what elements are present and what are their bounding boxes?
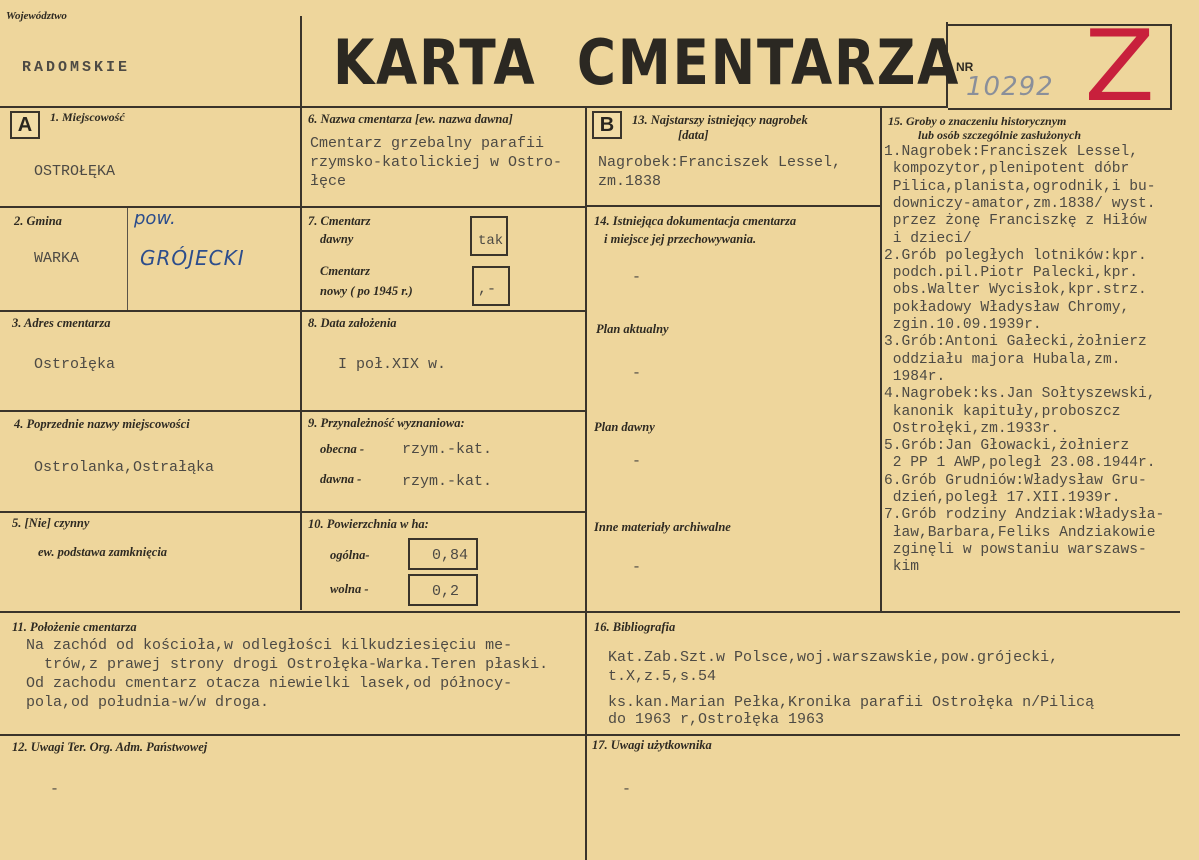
wojewodztwo-label: Województwo [6,10,67,22]
f5-label: 5. [Nie] czynny [12,516,90,530]
f7-label-cmentarz: Cmentarz [320,264,371,278]
f11-line: pola,od południa-w/w droga. [26,694,270,711]
f9-dawna-value: rzym.-kat. [402,473,493,490]
f6-line: rzymsko-katolickiej w Ostro- [310,154,563,171]
f15-line: 6.Grób Grudniów:Władysław Gru- [884,472,1147,489]
divider [586,205,880,207]
f7-label-nowy: nowy ( po 1945 r.) [320,284,413,298]
divider [0,106,948,108]
f4-value: Ostrolanka,Ostrałąka [34,459,215,476]
f9-obecna-label: obecna - [320,442,365,456]
f11-line: Na zachód od kościoła,w odległości kilkudziesięciu me- [26,637,513,654]
f2-label: 2. Gmina [14,214,62,228]
f14-plan-aktualny-value: - [632,365,642,382]
f10-wolna-value: 0,2 [432,583,460,600]
f15-line: kim [884,559,920,576]
wojewodztwo-value: RADOMSKIE [22,59,131,76]
f13-line: Nagrobek:Franciszek Lessel, [598,154,842,171]
section-a-box: A [10,111,40,139]
f13-label-data: [data] [678,128,709,142]
f14-plan-dawny: Plan dawny [594,420,655,434]
f15-line: Ostrołęki,zm.1933r. [884,420,1060,437]
divider [0,611,1180,613]
f8-value: I poł.XIX w. [338,356,447,373]
f15-line: obs.Walter Wycisłok,kpr.strz. [884,282,1147,299]
f14-inne: Inne materiały archiwalne [594,520,731,534]
f14-value: - [632,269,642,286]
f10-wolna-label: wolna - [330,582,369,596]
f10-ogolna-label: ogólna- [330,548,370,562]
f9-dawna-label: dawna - [320,472,362,486]
f9-obecna-value: rzym.-kat. [402,441,493,458]
f15-line: 4.Nagrobek:ks.Jan Sołtyszewski, [884,386,1156,403]
f15-line: zgin.10.09.1939r. [884,317,1042,333]
f15-line: 1984r. [884,368,946,385]
f11-line: trów,z prawej strony drogi Ostrołęka-Warka.Teren płaski. [26,656,549,673]
f15-line: i dzieci/ [884,230,972,247]
f5-sub: ew. podstawa zamknięcia [38,545,168,559]
f3-label: 3. Adres cmentarza [12,316,111,330]
divider [0,206,585,208]
f14-plan-dawny-value: - [632,453,642,470]
f6-label: 6. Nazwa cmentarza [ew. nazwa dawna] [308,112,513,126]
f15-line: 2 PP 1 AWP,poległ 23.08.1944r. [884,455,1156,472]
divider [0,410,585,412]
f16-line: do 1963 r,Ostrołęka 1963 [608,711,825,728]
f15-line: ław,Barbara,Feliks Andziakowie [884,524,1156,541]
divider [880,108,882,612]
f14-label-2: i miejsce jej przechowywania. [604,232,757,246]
divider [0,734,1180,736]
f10-ogolna-value: 0,84 [432,547,469,564]
f15-line: dzień,poległ 17.XII.1939r. [884,490,1121,506]
f14-plan-aktualny: Plan aktualny [596,322,669,336]
f15-line: Pilica,planista,ogrodnik,i bu- [884,178,1156,195]
divider [0,511,585,513]
f15-line: 2.Grób poległych lotników:kpr. [884,247,1147,264]
f12-value: - [50,781,60,798]
divider [0,310,585,312]
f7-label-dawny: dawny [320,232,354,246]
stamp-letter: Z [1084,10,1155,124]
f11-label: 11. Położenie cmentarza [12,620,137,634]
f15-line: kanonik kapituły,proboszcz [884,403,1121,420]
f15-label-2: lub osób szczególnie zasłużonych [918,128,1082,142]
divider [1170,24,1172,110]
f2-pow-value: GRÓJECKI [140,246,245,270]
f1-label: 1. Miejscowość [50,110,125,124]
f16-line: ks.kan.Marian Pełka,Kronika parafii Ostrołęka n/Pilicą [608,694,1095,711]
f3-value: Ostrołęka [34,356,116,373]
f15-line: podch.pil.Piotr Palecki,kpr. [884,265,1138,282]
f7-dawny-value: tak [478,233,504,249]
f13-line: zm.1838 [598,173,662,190]
f2-value: WARKA [34,250,80,267]
f16-line: t.X,z.5,s.54 [608,668,717,685]
f15-line: zginęli w powstaniu warszaws- [884,541,1147,558]
f15-line: kompozytor,plenipotent dóbr [884,161,1130,178]
f2-pow-label: pow. [134,208,176,229]
f17-value: - [622,781,632,798]
f12-label: 12. Uwagi Ter. Org. Adm. Państwowej [12,740,208,754]
nr-label: NR [956,60,974,74]
f13-label: 13. Najstarszy istniejący nagrobek [632,113,808,127]
f6-line: Cmentarz grzebalny parafii [310,135,545,152]
f9-label: 9. Przynależność wyznaniowa: [308,416,465,430]
section-b-box: B [592,111,622,139]
f15-line: 1.Nagrobek:Franciszek Lessel, [884,144,1138,160]
f15-line: pokładowy Władysław Chromy, [884,299,1130,316]
f4-label: 4. Poprzednie nazwy miejscowości [14,417,190,431]
f6-line: łęce [310,173,347,190]
card-title: KARTA CMENTARZA [333,26,961,99]
f14-inne-value: - [632,559,642,576]
f15-label: 15. Groby o znaczeniu historycznym [888,114,1067,128]
f15-line: 5.Grób:Jan Głowacki,żołnierz [884,438,1130,455]
f16-line: Kat.Zab.Szt.w Polsce,woj.warszawskie,pow.grójecki, [608,649,1059,666]
f15-line: downiczy-amator,zm.1838/ wyst. [884,195,1156,212]
f15-line: 3.Grób:Antoni Gałecki,żołnierz [884,334,1147,351]
f1-value: OSTROŁĘKA [34,163,116,180]
f10-label: 10. Powierzchnia w ha: [308,517,429,531]
f16-label: 16. Bibliografia [594,620,676,634]
f7-nowy-value: ,- [478,281,497,298]
f15-line: 7.Grób rodziny Andziak:Władysła- [884,507,1165,524]
f14-label: 14. Istniejąca dokumentacja cmentarza [594,214,797,228]
f17-label: 17. Uwagi użytkownika [592,738,712,752]
f7-label: 7. Cmentarz [308,214,371,228]
f11-line: Od zachodu cmentarz otacza niewielki lasek,od północy- [26,675,513,692]
divider [127,208,128,310]
f8-label: 8. Data założenia [308,316,397,330]
f15-line: przez żonę Franciszkę z Hiłów [884,213,1147,230]
divider [585,108,587,860]
nr-value: 10292 [966,72,1054,102]
f15-line: oddziału majora Hubala,zm. [884,351,1121,368]
